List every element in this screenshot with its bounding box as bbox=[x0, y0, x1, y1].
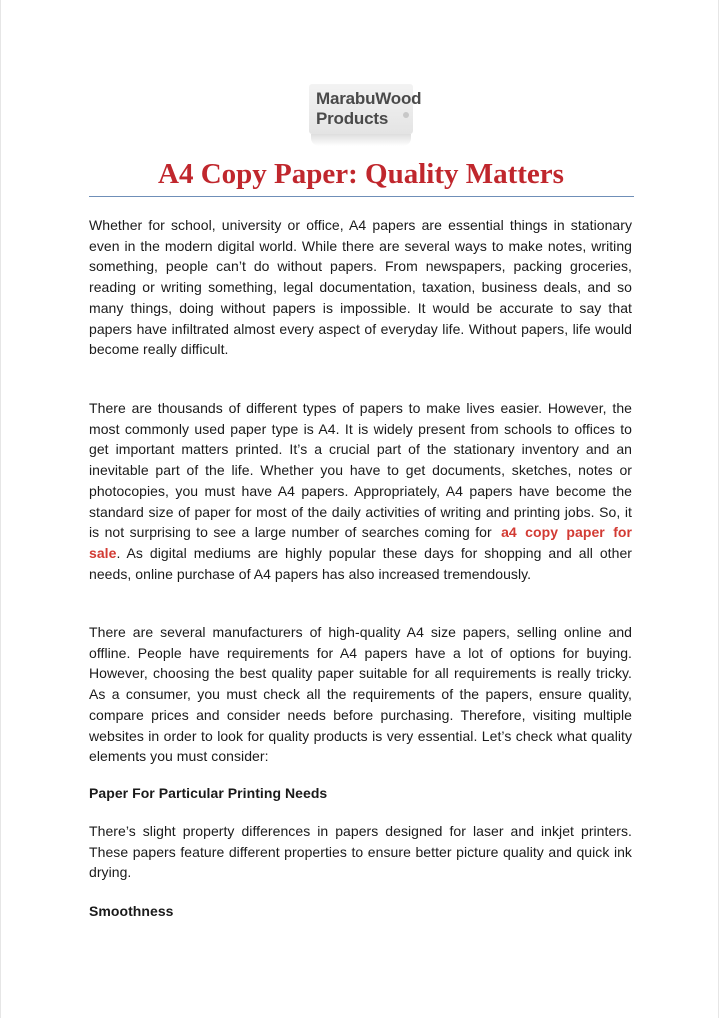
logo-line-2: Products bbox=[316, 109, 389, 128]
brand-logo bbox=[309, 84, 422, 148]
document-title: A4 Copy Paper: Quality Matters bbox=[158, 158, 564, 190]
logo-line-1: MarabuWood bbox=[316, 89, 422, 108]
paragraph-a4-types bbox=[89, 398, 632, 584]
paragraph-manufacturers: There are several manufacturers of high-quality A4 size papers, selling online and offline. People have requirements for A4 papers have a lot of options for buying. However, choosing the best quality paper suitable for all requirements is really tricky. As a consumer, you must check all the requirements of the papers, ensure quality, compare prices and consider needs before purchasing. Therefore, visiting multiple websites in order to look for quality products is very essential. Let’s check what quality elements you must consider: bbox=[89, 624, 632, 765]
section-heading-smoothness: Smoothness bbox=[89, 903, 174, 919]
logo-reflection bbox=[311, 134, 411, 146]
paragraph-a4-types-text-before: There are thousands of different types of papers to make lives easier. However, the most commonly used paper type is A4. It is widely present from schools to offices to get important matters printed. It’s a crucial part of the stationary inventory and an inevitable part of the life. Whether you have to get documents, sketches, notes or photocopies, you must have A4 papers. Appropriately, A4 papers have become the standard size of paper for most of the daily activities of writing and printing jobs. So, it is not surprising to see a large number of searches coming for bbox=[89, 400, 632, 541]
paragraph-intro: Whether for school, university or office, A4 papers are essential things in stationary even in the modern digital world. While there are several ways to make notes, writing something, people can’t do without papers. From newspapers, packing groceries, reading or writing something, legal documentation, taxation, business deals, and so many things, doing without papers is impossible. It would be accurate to say that papers have infiltrated almost every aspect of everyday life. Without papers, life would become really difficult. bbox=[89, 217, 632, 358]
a4-copy-paper-link[interactable]: a4 copy paper for sale bbox=[89, 524, 632, 561]
logo-plate bbox=[309, 84, 422, 134]
logo-dot-icon bbox=[403, 112, 409, 118]
paragraph-printing-needs: There’s slight property differences in papers designed for laser and inkjet printers. These papers feature different properties to ensure better picture quality and quick ink drying. bbox=[89, 823, 632, 881]
section-heading-printing-needs: Paper For Particular Printing Needs bbox=[89, 785, 328, 801]
title-underline bbox=[89, 196, 634, 197]
paragraph-a4-types-text-after: . As digital mediums are highly popular these days for shopping and all other needs, online purchase of A4 papers has also increased tremendously. bbox=[89, 544, 632, 582]
